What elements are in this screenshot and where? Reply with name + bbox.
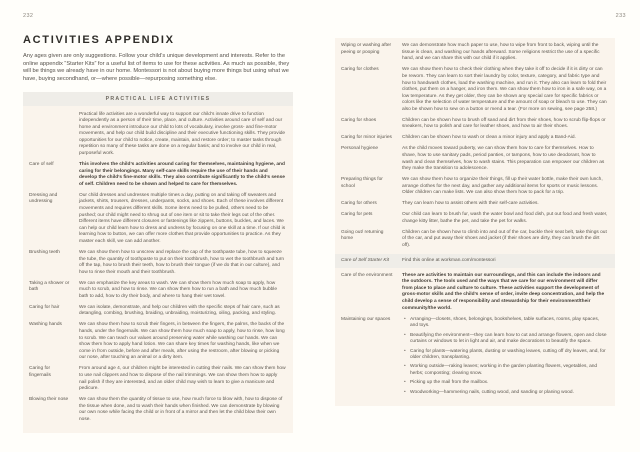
activity-row [341, 175, 608, 199]
activity-row [29, 320, 286, 364]
bullet-item: • Woodworking—hammering nails, cutting wood, and sanding or planing wood. [410, 390, 608, 397]
activity-row [29, 191, 286, 248]
activity-description: Practical life activities are a wonderful way to support our child’s innate drive to function independently as a person of their time, place, and culture. Activities around care of self and our home and environment introduce our child to lots of vocabulary, involve gross- and fine-motor movements, and help our child build discipline and their executive functioning skills. They provide opportunities for our child to notice, create, maintain, and restore order; to master tasks through repetition so many of these tasks are done on a regular basis; and to involve our child in real, purposeful work. [79, 111, 286, 157]
activity-description: Our child can learn to brush fur, wash the water bowl and food dish, put out food and fresh water, change kitty litter, bathe the pet, and take the pet for walks. [402, 212, 608, 224]
activity-label: Caring for hair [29, 304, 60, 310]
activity-description [402, 317, 608, 397]
activity-row [341, 314, 608, 398]
bullet-item: • Caring for plants—watering plants, dusting or washing leaves, cutting off dry leaves, and, for older children, transplanting. [410, 349, 608, 362]
activity-label: Caring for fingernails [29, 366, 51, 378]
right-page [320, 0, 640, 452]
activity-description: Children can be shown how to wash or clean a minor injury and apply a Band-Aid. [402, 135, 576, 141]
activity-label: Brushing teeth [29, 249, 60, 255]
activity-description: As the child moves toward puberty, we can show them how to care for themselves. How to shave, how to use sanitary pads, period panties, or tampons, how to use deodorant, how to wash and clean themselves, how to wash stains. This preparation can empower our children as they make the transition to adolescence. [402, 146, 605, 172]
activity-label: Care of the environment [341, 272, 393, 278]
activity-row [341, 228, 608, 252]
activity-row [341, 65, 608, 116]
activity-row [29, 248, 286, 279]
activity-label: Caring for others [341, 201, 377, 207]
section-header: PRACTICAL LIFE ACTIVITIES [23, 92, 293, 107]
activity-row [29, 303, 286, 321]
bullet-list [402, 317, 608, 397]
activity-row [29, 364, 286, 395]
activity-description: From around age 4, our children might be interested in cutting their nails. We can show them how to use nail clippers and how to dispose of the nail trimmings. We can show them how to apply nail polish if they are interested, and an older child may wish to learn to give a manicure and pedicure. [79, 366, 286, 392]
activity-row [341, 199, 608, 210]
activity-row [341, 133, 608, 144]
activity-label: Caring for shoes [341, 117, 377, 123]
bullet-item: • Beautifying the environment—they can learn how to cut and arrange flowers, open and close curtains or windows to let in light and air, and make decorations to beautify the space. [410, 333, 608, 346]
activity-row [29, 278, 286, 302]
activity-description: We can show them how to check their clothing when they take it off to decide if it is dirty or can be reworn. They can learn to sort their laundry by color, texture, category, and fabric type and how to handwash clothes, load the washing machine, and run it. They also can learn to fold their clothes, put them on a hanger, and iron them. We can show them how to iron in a safe way, on a low temperature. As they get older, they can be shown any special care for specific fabrics or colors like the selection of water temperature and the amount of soap or bleach to use. They can also be shown how to sew on a button or mend a tear. (For more on sewing, see page 258.) [402, 67, 607, 112]
practical-life-box-continued [335, 38, 615, 406]
activity-description: We can demonstrate how much paper to use, how to wipe from front to back, wiping until the tissue is clean, and washing our hands afterward. Some religions restrict the use of a specific hand, and we can share this with our child if it applies. [402, 43, 600, 62]
activity-row [341, 210, 608, 228]
activity-description: These are activities to maintain our surroundings, and this can include the indoors and the outdoors. The tools used and the ways that we care for our environment will differ from place to place and culture to culture. These activities support the development of gross-motor skills and the child’s sense of order, invite deep concentration, and help the child develop a sense of responsibility and stewardship for their environment/their community/the world. [402, 272, 605, 311]
activity-row [341, 41, 608, 65]
activity-row [341, 116, 608, 134]
practical-life-box [23, 92, 293, 433]
activity-description: We can show them how to organize their things, fill up their water bottle, make their own lunch, arrange clothes for the next day, and gather any additional items for sports or music lessons. Older children can make lists. We can also show them how to pack for a trip. [402, 177, 603, 196]
activity-label: Maintaining our spaces [341, 316, 391, 322]
activity-label: Wiping or washing after peeing or pooping [341, 43, 392, 55]
activity-description: They can learn how to assist others with their self-care activities. [402, 201, 539, 207]
activity-description: We can isolate, demonstrate, and help our children with the specific steps of hair care, such as detangling, combing, brushing, braiding, unbraiding, moisturizing, oiling, packing, and styling. [79, 304, 280, 317]
activity-description: We can show them how to scrub their fingers, in between the fingers, the palms, the backs of the hands, under the fingernails. We can show them how much soap to apply, how to rinse, how long to scrub. We can teach our values around preserving water while washing our hands. We can show them how to apply hand lotion. We can share key times for washing hands, like when we come in from outside, before and after meals, after using the restroom, after blowing or picking our nose, after touching an animal or a dirty item. [79, 322, 285, 361]
activity-label [29, 112, 79, 158]
bullet-item: • Picking up the mail from the mailbox. [410, 380, 608, 387]
page-number-right: 233 [615, 13, 626, 19]
activity-row [29, 395, 286, 426]
activity-label: Going out/ returning home [341, 229, 384, 242]
activity-label: Washing hands [29, 322, 62, 328]
activity-row [335, 254, 615, 268]
activity-label: Dressing and undressing [29, 192, 58, 205]
left-page-content [0, 0, 320, 433]
activity-description: We can show them how to unscrew and replace the cap of the toothpaste tube, how to squeeze the tube, the quantity of toothpaste to put on their toothbrush, how to wet the toothbrush and turn off the tap, how to brush their teeth, how to brush their tongue (if we do that in our culture), and how to rinse their mouth and their toothbrush. [79, 249, 285, 275]
activity-description: Children can be shown how to climb into and out of the car, buckle their seat belt, take things out of the car, and put away their shoes and jacket (if their shoes are dirty, they can brush the dirt off). [402, 229, 607, 249]
activity-label: Taking a shower or bath [29, 280, 70, 293]
left-activity-rows [23, 106, 293, 432]
activity-row [341, 144, 608, 175]
activity-description: Find this online at workman.com/montessori [402, 257, 496, 263]
activity-label: Caring for minor injuries [341, 135, 392, 141]
activity-row [29, 160, 286, 191]
activity-row [29, 109, 286, 160]
activity-description: We can emphasize the key areas to wash. We can show them how much soap to apply, how much to scrub, and how to rinse. We can show them how to run a bath and how much bubble bath to add, how to dry their body, and where to hang their wet towel. [79, 280, 278, 299]
activity-label: Care of Self Starter Kit [341, 257, 389, 263]
activity-description: Children can be shown how to brush off sand and dirt from their shoes, how to scrub flip-flops or sneakers, how to polish and care for leather shoes, and how to air their shoes. [402, 117, 606, 130]
activity-description: This involves the child’s activities around caring for themselves, maintaining hygiene, and caring for their belongings. Many self-care skills require the use of their hands and develop the child’s fine-motor skills. They also contribute significantly to the child’s sense of self. Children need to be shown and helped to care for themselves. [79, 162, 285, 187]
bullet-item: • Arranging—closets, shoes, belongings, bookshelves, table surfaces, rooms, play spaces, and toys. [410, 317, 608, 330]
activity-description: We can show them the quantity of tissue to use, how much force to blow with, how to dispose of the tissue when done, and to wash their hands when finished. We can demonstrate by blowing our own nose while facing the child or in front of a mirror and then let the child blow their own nose. [79, 397, 283, 422]
activity-label: Personal hygiene [341, 146, 379, 152]
activity-row [341, 270, 608, 314]
activity-label: Caring for pets [341, 212, 373, 218]
activity-description: Our child dresses and undresses multiple times a day, putting on and taking off sweaters and jackets, shirts, trousers, dresses, underpants, socks, and shoes. Each of these involves different movements and requires different skills. Some items need to be pulled, others need to be pushed; our child might need to shrug out of one item or sit to take their legs out of the other. Different items have different closures or fastenings like zippers, buttons, buckles, and laces. We can help our child learn how to dress and undress by focusing on one skill at a time. If our child is learning how to button, we can offer more clothes that provide opportunities to practice. As they master each skill, we can add another. [79, 192, 286, 244]
bullet-item: • Working outside—raking leaves; working in the garden planting flowers, vegetables, and herbs; composting; clearing snow. [410, 364, 608, 377]
page-title: ACTIVITIES APPENDIX [23, 34, 175, 46]
activity-label: Caring for clothes [341, 67, 379, 73]
right-activity-rows [335, 38, 615, 406]
activity-label: Blowing their nose [29, 397, 69, 403]
page-number-left: 232 [23, 13, 34, 19]
appendix-intro: Any ages given are only suggestions. Follow your child’s unique development and interests. Refer to the online appendix “Starter Kits” for a useful list of items to use for these activities. As much as possible, they will be things we already have in our home. Montessori is not about buying more things but using what we have, buying secondhand, or—where possible—repurposing something else. [23, 53, 290, 83]
activity-label: Care of self [29, 162, 54, 168]
activity-label: Preparing things for school [341, 177, 383, 189]
